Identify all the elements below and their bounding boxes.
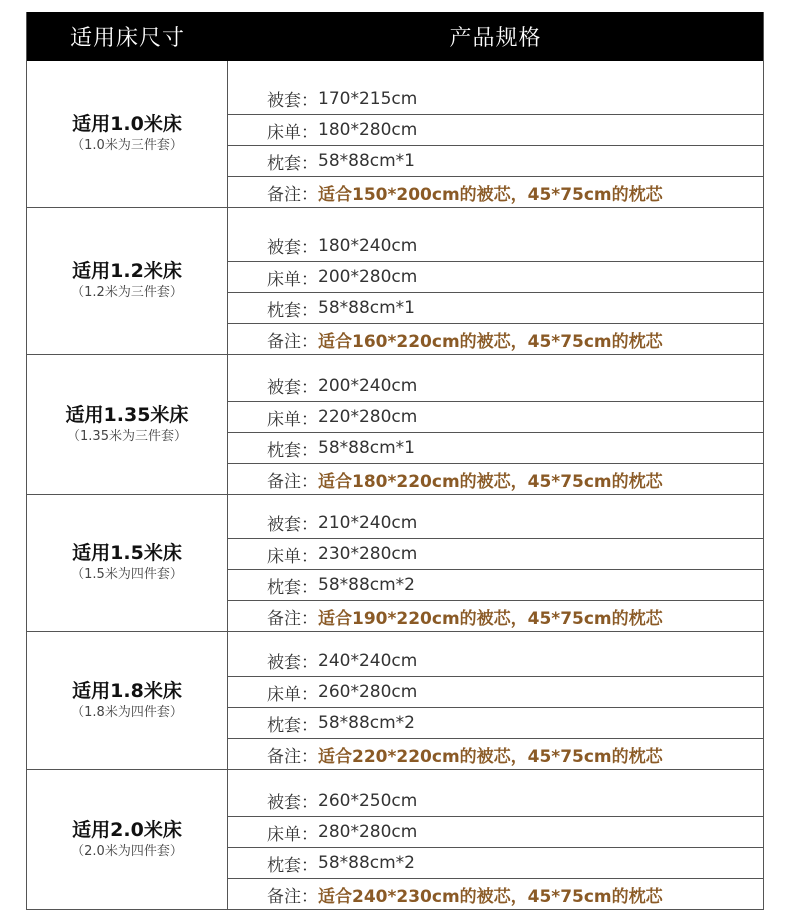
spec-note-value: 适合160*220cm的被芯，45*75cm的枕芯 <box>318 331 663 352</box>
spec-label: 备注： <box>267 331 318 352</box>
spec-note-value: 适合240*230cm的被芯，45*75cm的枕芯 <box>318 886 663 907</box>
spec-label: 枕套： <box>267 153 318 174</box>
spec-value: 230*280cm <box>318 544 418 564</box>
spec-note-row <box>228 878 763 909</box>
spec-label: 床单： <box>267 824 318 845</box>
spec-label: 备注： <box>267 471 318 492</box>
spec-label: 被套： <box>267 238 318 258</box>
spec-value: 58*88cm*1 <box>318 298 415 318</box>
spec-rows <box>228 770 763 909</box>
spec-value: 200*240cm <box>318 375 418 396</box>
size-group <box>27 207 763 354</box>
header-product-spec: 产品规格 <box>449 26 542 51</box>
spec-value: 58*88cm*2 <box>318 575 415 595</box>
spec-value: 58*88cm*1 <box>318 151 415 171</box>
spec-label: 枕套： <box>267 577 318 598</box>
spec-row <box>228 261 763 292</box>
spec-value: 280*280cm <box>318 822 418 842</box>
spec-value: 220*280cm <box>318 407 418 427</box>
spec-rows <box>228 632 763 769</box>
spec-value: 58*88cm*2 <box>318 713 415 733</box>
spec-label: 枕套： <box>267 440 318 461</box>
spec-value: 210*240cm <box>318 512 418 533</box>
bed-size-subtitle: （1.8米为四件套） <box>71 704 183 720</box>
spec-row <box>228 401 763 432</box>
bed-size-cell <box>27 355 228 494</box>
spec-label: 被套： <box>267 91 318 111</box>
spec-row <box>228 370 763 401</box>
bed-size-subtitle: （1.2米为三件套） <box>71 285 183 300</box>
spec-label: 床单： <box>267 269 318 290</box>
spec-row <box>228 507 763 538</box>
spec-value: 170*215cm <box>318 88 418 109</box>
spec-label: 备注： <box>267 184 318 205</box>
spec-label: 床单： <box>267 546 318 567</box>
spec-row <box>228 230 763 261</box>
spec-value: 58*88cm*1 <box>318 438 415 458</box>
spec-label: 被套： <box>267 378 318 398</box>
spec-rows <box>228 495 763 631</box>
spec-label: 备注： <box>267 746 318 767</box>
spec-row <box>228 847 763 878</box>
bed-size-cell <box>27 208 228 354</box>
bed-size-title: 适用1.5米床 <box>72 542 182 564</box>
spec-row <box>228 145 763 176</box>
spec-note-value: 适合190*220cm的被芯，45*75cm的枕芯 <box>318 608 663 629</box>
bed-size-cell <box>27 61 228 207</box>
spec-note-value: 适合150*200cm的被芯，45*75cm的枕芯 <box>318 184 663 205</box>
bed-size-title: 适用2.0米床 <box>72 818 182 841</box>
spec-label: 备注： <box>267 608 318 629</box>
spec-row <box>228 83 763 114</box>
spec-rows <box>228 61 763 207</box>
spec-row <box>228 569 763 600</box>
spec-row <box>228 785 763 816</box>
spec-value: 260*280cm <box>318 682 418 702</box>
spec-value: 180*240cm <box>318 235 418 256</box>
spec-note-value: 适合220*220cm的被芯，45*75cm的枕芯 <box>318 746 663 767</box>
spec-note-value: 适合180*220cm的被芯，45*75cm的枕芯 <box>318 471 663 492</box>
spec-value: 240*240cm <box>318 650 418 671</box>
spec-row <box>228 292 763 323</box>
spec-row <box>228 707 763 738</box>
spec-label: 床单： <box>267 409 318 430</box>
spec-label: 枕套： <box>267 300 318 321</box>
spec-note-row <box>228 738 763 769</box>
bed-size-cell <box>27 495 228 631</box>
size-group <box>27 769 763 909</box>
spec-label: 备注： <box>267 886 318 907</box>
bed-size-title: 适用1.2米床 <box>72 260 182 282</box>
spec-note-row <box>228 463 763 494</box>
spec-row <box>228 114 763 145</box>
spec-note-row <box>228 323 763 354</box>
spec-value: 200*280cm <box>318 267 418 287</box>
bed-size-title: 适用1.35米床 <box>65 403 189 426</box>
spec-row <box>228 816 763 847</box>
spec-label: 床单： <box>267 122 318 143</box>
bed-size-cell <box>27 632 228 769</box>
spec-groups <box>27 61 763 909</box>
bed-size-subtitle: （1.35米为三件套） <box>67 428 187 444</box>
bed-size-cell <box>27 770 228 909</box>
size-spec-table <box>26 12 764 910</box>
spec-value: 260*250cm <box>318 790 418 811</box>
bed-size-title: 适用1.8米床 <box>72 679 182 702</box>
spec-value: 180*280cm <box>318 120 418 140</box>
size-group <box>27 631 763 769</box>
size-group <box>27 354 763 494</box>
spec-value: 58*88cm*2 <box>318 853 415 873</box>
spec-row <box>228 538 763 569</box>
spec-rows <box>228 355 763 494</box>
spec-rows <box>228 208 763 354</box>
bed-size-subtitle: （1.5米为四件套） <box>71 567 183 582</box>
spec-label: 被套： <box>267 793 318 813</box>
bed-size-subtitle: （2.0米为四件套） <box>71 843 183 859</box>
spec-label: 枕套： <box>267 715 318 736</box>
spec-label: 枕套： <box>267 855 318 876</box>
spec-label: 被套： <box>267 653 318 673</box>
bed-size-subtitle: （1.0米为三件套） <box>71 138 183 153</box>
spec-label: 被套： <box>267 515 318 535</box>
spec-row <box>228 676 763 707</box>
spec-note-row <box>228 176 763 207</box>
size-group <box>27 61 763 207</box>
header-bed-size: 适用床尺寸 <box>69 26 185 51</box>
bed-size-title: 适用1.0米床 <box>72 113 182 135</box>
spec-row <box>228 645 763 676</box>
size-group <box>27 494 763 631</box>
spec-label: 床单： <box>267 684 318 705</box>
spec-row <box>228 432 763 463</box>
spec-note-row <box>228 600 763 631</box>
table-header <box>27 12 763 61</box>
